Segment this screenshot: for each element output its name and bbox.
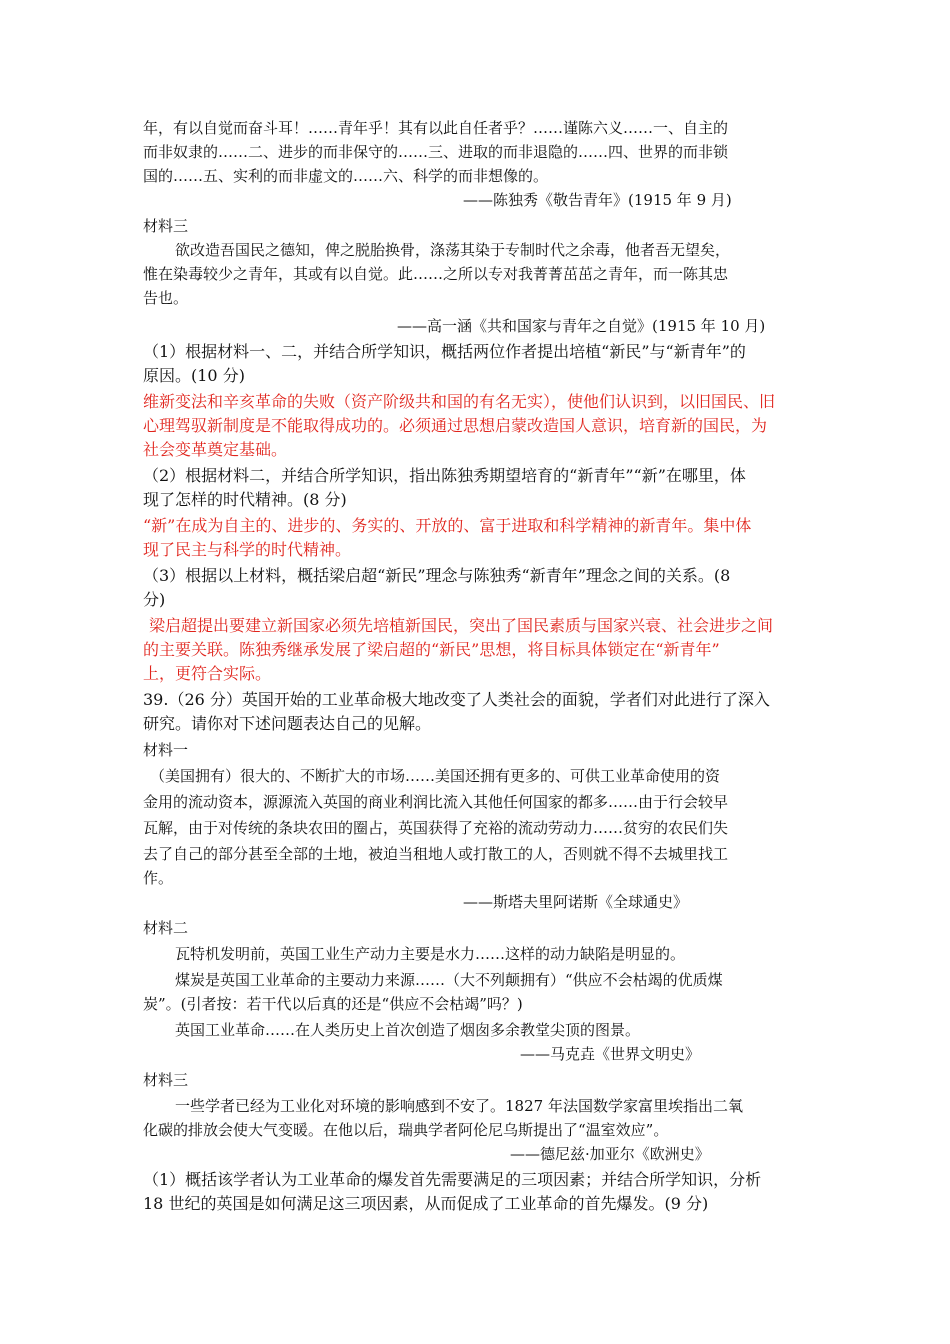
text-line: ——高一涵《共和国家与青年之自觉》(1915 年 10 月) — [397, 317, 766, 335]
text-line: （2）根据材料二，并结合所学知识，指出陈独秀期望培育的“新青年”“新”在哪里，体 — [143, 466, 746, 485]
text-line: 去了自己的部分甚至全部的土地，被迫当租地人或打散工的人，否则就不得不去城里找工 — [143, 845, 729, 863]
text-line: （美国拥有）很大的、不断扩大的市场……美国还拥有更多的、可供工业革命使用的资 — [150, 767, 721, 785]
text-line: 的主要关联。陈独秀继承发展了梁启超的“新民”思想，将目标具体锁定在“新青年” — [143, 640, 720, 659]
text-line: 维新变法和辛亥革命的失败（资产阶级共和国的有名无实），使他们认识到，以旧国民、旧 — [143, 392, 776, 411]
text-line: 心理驾驭新制度是不能取得成功的。必须通过思想启蒙改造国人意识，培育新的国民，为 — [143, 416, 768, 435]
text-line: 分) — [143, 590, 166, 609]
text-line: 告也。 — [143, 289, 189, 307]
text-line: 欲改造吾国民之德知，俾之脱胎换骨，涤荡其染于专制时代之余毒，他者吾无望矣， — [175, 241, 731, 259]
text-line: 现了怎样的时代精神。(8 分) — [143, 490, 347, 509]
text-line: 上，更符合实际。 — [143, 664, 272, 683]
text-line: “新”在成为自主的、进步的、务实的、开放的、富于进取和科学精神的新青年。集中体 — [143, 516, 752, 535]
text-line: 材料三 — [143, 1071, 189, 1089]
text-line: 年，有以自觉而奋斗耳！……青年乎！其有以此自任者乎？……谨陈六义……一、自主的 — [143, 119, 729, 137]
text-line: （3）根据以上材料，概括梁启超“新民”理念与陈独秀“新青年”理念之间的关系。(8 — [143, 566, 731, 585]
text-line: ——马克垚《世界文明史》 — [520, 1045, 701, 1063]
text-line: 英国工业革命……在人类历史上首次创造了烟囱多余教堂尖顶的图景。 — [175, 1021, 641, 1039]
text-line: 而非奴隶的……二、进步的而非保守的……三、进取的而非退隐的……四、世界的而非锁 — [143, 143, 729, 161]
text-line: （1）根据材料一、二，并结合所学知识，概括两位作者提出培植“新民”与“新青年”的 — [143, 342, 746, 361]
text-line: 材料三 — [143, 217, 189, 235]
text-line: 原因。(10 分) — [143, 366, 245, 385]
text-line: ——陈独秀《敬告青年》(1915 年 9 月) — [463, 191, 732, 209]
text-line: 瓦特机发明前，英国工业生产动力主要是水力……这样的动力缺陷是明显的。 — [175, 945, 686, 963]
text-line: 梁启超提出要建立新国家必须先培植新国民，突出了国民素质与国家兴衰、社会进步之间 — [149, 616, 774, 635]
text-line: （1）概括该学者认为工业革命的爆发首先需要满足的三项因素；并结合所学知识，分析 — [143, 1170, 762, 1189]
text-line: 一些学者已经为工业化对环境的影响感到不安了。1827 年法国数学家富里埃指出二氧 — [175, 1097, 743, 1115]
text-line: 18 世纪的英国是如何满足这三项因素，从而促成了工业革命的首先爆发。(9 分) — [143, 1194, 709, 1213]
text-line: 研究。请你对下述问题表达自己的见解。 — [143, 714, 432, 733]
text-line: 金用的流动资本，源源流入英国的商业利润比流入其他任何国家的都多……由于行会较早 — [143, 793, 729, 811]
text-line: 现了民主与科学的时代精神。 — [143, 540, 352, 559]
text-line: 作。 — [143, 869, 174, 887]
text-line: 炭”。(引者按：若干代以后真的还是“供应不会枯竭”吗？) — [143, 995, 523, 1013]
text-line: 惟在染毒较少之青年，其或有以自觉。此……之所以专对我菁菁茁茁之青年，而一陈其忠 — [143, 265, 729, 283]
text-line: 材料二 — [143, 919, 189, 937]
text-line: 瓦解，由于对传统的条块农田的圈占，英国获得了充裕的流动劳动力……贫穷的农民们失 — [143, 819, 729, 837]
text-line: ——德尼兹·加亚尔《欧洲史》 — [510, 1145, 710, 1163]
text-line: 煤炭是英国工业革命的主要动力来源……（大不列颠拥有）“供应不会枯竭的优质煤 — [175, 971, 723, 989]
text-line: 化碳的排放会使大气变暖。在他以后，瑞典学者阿伦尼乌斯提出了“温室效应”。 — [143, 1121, 669, 1139]
text-line: 国的……五、实利的而非虚文的……六、科学的而非想像的。 — [143, 167, 549, 185]
text-line: 社会变革奠定基础。 — [143, 440, 288, 459]
text-line: 材料一 — [143, 741, 189, 759]
text-line: 39.（26 分）英国开始的工业革命极大地改变了人类社会的面貌，学者们对此进行了深入 — [143, 690, 770, 709]
text-line: ——斯塔夫里阿诺斯《全球通史》 — [463, 893, 689, 911]
